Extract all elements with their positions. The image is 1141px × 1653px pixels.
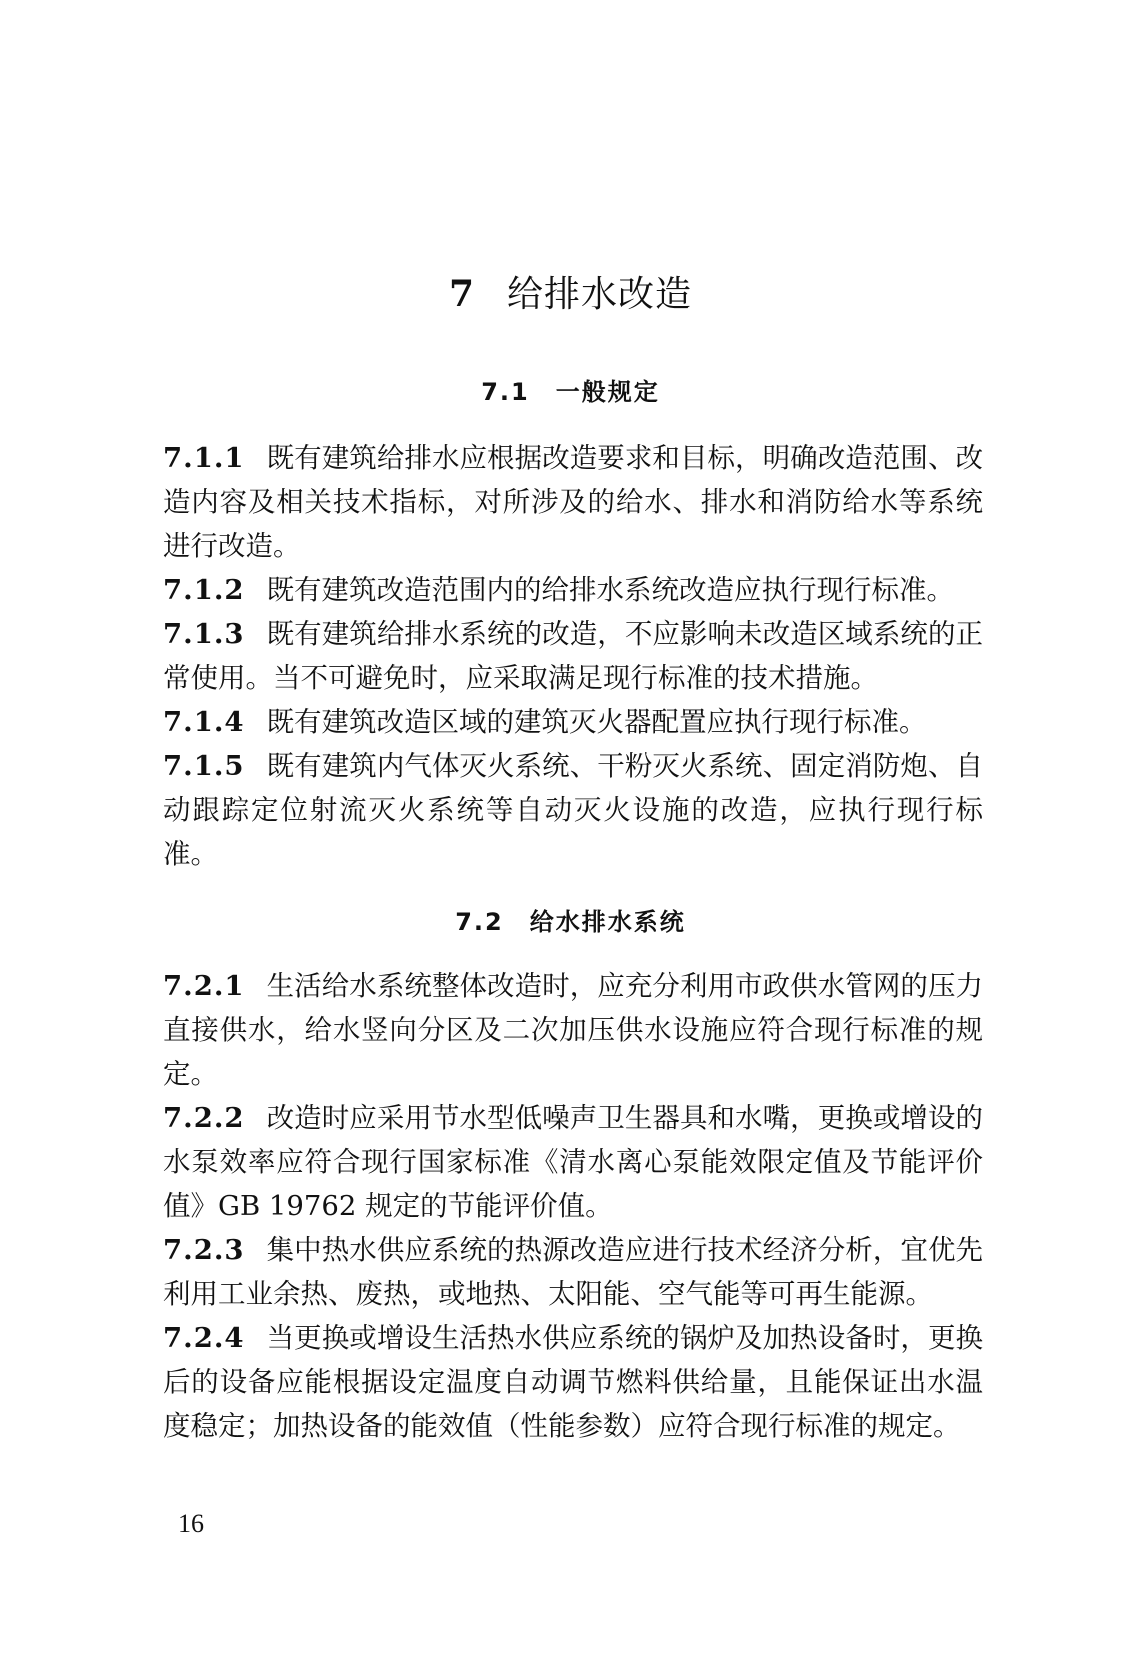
clause-text: 生活给水系统整体改造时，应充分利用市政供水管网的压力直接供水，给水竖向分区及二次加压供水设施应符合现行标准的规定。 — [163, 970, 983, 1090]
section-title-text: 给水排水系统 — [529, 908, 686, 936]
clause-text: 既有建筑改造区域的建筑灭火器配置应执行现行标准。 — [266, 706, 927, 738]
chapter-title-text: 给排水改造 — [507, 274, 693, 315]
clause — [163, 1228, 983, 1316]
clause-text: 改造时应采用节水型低噪声卫生器具和水嘴，更换或增设的水泵效率应符合现行国家标准《清水离心泵能效限定值及节能评价值》GB 19762 规定的节能评价值。 — [163, 1102, 983, 1222]
clause-list — [163, 436, 983, 876]
clause — [163, 700, 983, 744]
clause — [163, 744, 983, 876]
clause-text: 当更换或增设生活热水供应系统的锅炉及加热设备时，更换后的设备应能根据设定温度自动调节燃料供给量，且能保证出水温度稳定；加热设备的能效值（性能参数）应符合现行标准的规定。 — [163, 1322, 983, 1442]
clause — [163, 1096, 983, 1228]
page-number: 16 — [178, 1509, 204, 1538]
clause-text: 既有建筑给排水系统的改造，不应影响未改造区域系统的正常使用。当不可避免时，应采取满足现行标准的技术措施。 — [163, 618, 983, 694]
clause — [163, 1316, 983, 1448]
chapter-number: 7 — [448, 273, 476, 315]
clause — [163, 568, 983, 612]
clause-list — [163, 964, 983, 1448]
clause-number: 7.2.3 — [163, 1234, 245, 1266]
section-title-text: 一般规定 — [555, 378, 660, 406]
clause-text: 既有建筑内气体灭火系统、干粉灭火系统、固定消防炮、自动跟踪定位射流灭火系统等自动灭火设施的改造，应执行现行标准。 — [163, 750, 983, 870]
clause-number: 7.1.5 — [163, 750, 245, 782]
clause-text: 集中热水供应系统的热源改造应进行技术经济分析，宜优先利用工业余热、废热，或地热、太阳能、空气能等可再生能源。 — [163, 1234, 983, 1310]
clause-text: 既有建筑改造范围内的给排水系统改造应执行现行标准。 — [266, 574, 955, 606]
clause-number: 7.1.1 — [163, 442, 245, 474]
section-heading — [0, 376, 1141, 408]
clause-number: 7.2.1 — [163, 970, 245, 1002]
clause-number: 7.1.3 — [163, 618, 245, 650]
chapter-title — [0, 272, 1141, 317]
clause-number: 7.2.2 — [163, 1102, 245, 1134]
section-heading — [0, 906, 1141, 938]
clause-number: 7.1.2 — [163, 574, 245, 606]
clause-number: 7.2.4 — [163, 1322, 245, 1354]
clause-number: 7.1.4 — [163, 706, 245, 738]
section-number: 7.2 — [455, 908, 504, 936]
clause-text: 既有建筑给排水应根据改造要求和目标，明确改造范围、改造内容及相关技术指标，对所涉及的给水、排水和消防给水等系统进行改造。 — [163, 442, 983, 562]
clause — [163, 612, 983, 700]
clause — [163, 436, 983, 568]
section-number: 7.1 — [481, 378, 530, 406]
clause — [163, 964, 983, 1096]
